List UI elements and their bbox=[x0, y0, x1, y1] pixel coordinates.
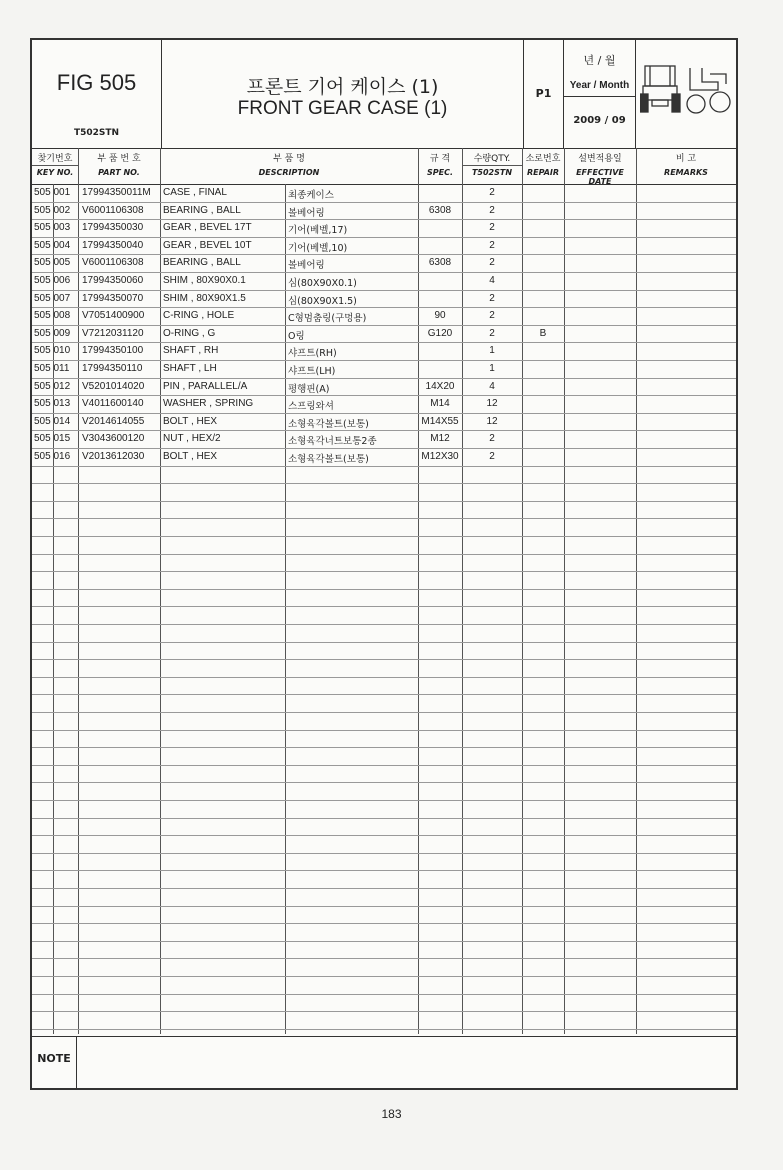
part-number: V6001106308 bbox=[82, 204, 144, 216]
table-row bbox=[32, 731, 736, 749]
part-number: V2014614055 bbox=[82, 415, 145, 427]
quantity: 4 bbox=[489, 380, 495, 392]
key-number: 505 001 bbox=[34, 187, 71, 198]
col-qty-ko: 수량QTY. bbox=[473, 154, 511, 164]
part-number: V7212031120 bbox=[82, 327, 144, 339]
year-month-value: 2009 / 09 bbox=[573, 115, 626, 126]
note-label-cell bbox=[32, 1037, 77, 1089]
quantity: 2 bbox=[489, 187, 495, 198]
quantity: 2 bbox=[489, 257, 495, 269]
figure-cell bbox=[32, 40, 162, 148]
table-row bbox=[32, 801, 736, 819]
description: C-RING , HOLE bbox=[163, 310, 235, 322]
table-row bbox=[32, 220, 736, 238]
part-number: 17994350110 bbox=[82, 363, 143, 374]
description: O-RING , G bbox=[163, 327, 216, 339]
description-korean: 샤프트(RH) bbox=[288, 348, 337, 360]
parts-table bbox=[32, 148, 736, 1034]
description-korean: 볼베어링 bbox=[288, 260, 325, 272]
table-row bbox=[32, 361, 736, 379]
col-spec-ko: 규 격 bbox=[429, 154, 451, 164]
quantity: 2 bbox=[489, 222, 495, 234]
quantity: 2 bbox=[489, 310, 495, 322]
quantity: 12 bbox=[486, 415, 498, 427]
table-row bbox=[32, 590, 736, 608]
table-row bbox=[32, 713, 736, 731]
part-number: 17994350030 bbox=[82, 222, 144, 234]
description: SHIM , 80X90X1.5 bbox=[163, 292, 246, 304]
description-korean: 심(80X90X0.1) bbox=[288, 278, 357, 289]
table-row bbox=[32, 678, 736, 696]
table-row bbox=[32, 379, 736, 397]
key-number: 505 014 bbox=[34, 415, 71, 427]
table-row bbox=[32, 572, 736, 590]
col-desc-ko: 부 품 명 bbox=[273, 154, 305, 164]
table-row bbox=[32, 625, 736, 643]
key-number: 505 004 bbox=[34, 239, 71, 251]
key-number: 505 003 bbox=[34, 222, 71, 234]
col-qty-en: T502STN bbox=[471, 168, 513, 177]
col-remarks-ko: 비 고 bbox=[675, 154, 697, 164]
table-row bbox=[32, 502, 736, 520]
description-korean: O링 bbox=[288, 330, 305, 342]
page-cell bbox=[524, 40, 564, 148]
description-korean: 소형육각볼트(보통) bbox=[288, 418, 369, 430]
key-number: 505 008 bbox=[34, 310, 71, 322]
key-number: 505 016 bbox=[34, 451, 71, 462]
quantity: 12 bbox=[486, 398, 498, 410]
description: BEARING , BALL bbox=[163, 204, 241, 216]
table-row bbox=[32, 748, 736, 766]
spec: G120 bbox=[427, 327, 453, 339]
col-key-en: KEY NO. bbox=[36, 168, 74, 177]
quantity: 2 bbox=[489, 204, 495, 216]
spec: M14X55 bbox=[421, 415, 459, 427]
description-korean: 샤프트(LH) bbox=[288, 366, 336, 377]
key-number: 505 006 bbox=[34, 275, 71, 286]
repair-code: B bbox=[539, 327, 547, 339]
table-row bbox=[32, 484, 736, 502]
part-number: V7051400900 bbox=[82, 310, 145, 322]
description-korean: 최종케이스 bbox=[288, 190, 334, 201]
year-month-korean: 년 / 월 bbox=[583, 54, 616, 67]
part-number: 17994350040 bbox=[82, 239, 144, 251]
description: SHAFT , LH bbox=[163, 363, 217, 374]
key-number: 505 011 bbox=[34, 363, 70, 374]
col-spec-en: SPEC. bbox=[427, 168, 453, 177]
table-row bbox=[32, 326, 736, 344]
quantity: 2 bbox=[489, 239, 495, 251]
table-row bbox=[32, 291, 736, 309]
description-korean: 기어(베벨,10) bbox=[288, 242, 348, 254]
table-row bbox=[32, 273, 736, 291]
quantity: 4 bbox=[489, 275, 495, 286]
description: GEAR , BEVEL 17T bbox=[163, 222, 252, 234]
description-korean: 소형육각너트보통2종 bbox=[288, 436, 377, 448]
table-row bbox=[32, 871, 736, 889]
spec: 90 bbox=[434, 310, 446, 322]
part-number: 17994350011M bbox=[82, 187, 151, 198]
title-english: FRONT GEAR CASE (1) bbox=[237, 98, 448, 119]
table-row bbox=[32, 783, 736, 801]
model-name: T502STN bbox=[73, 128, 120, 138]
spec: 6308 bbox=[428, 257, 452, 269]
col-effective-en: EFFECTIVE DATE bbox=[576, 168, 624, 186]
table-row bbox=[32, 695, 736, 713]
table-row bbox=[32, 643, 736, 661]
description-korean: 소형육각볼트(보통) bbox=[288, 454, 369, 465]
part-number: V5201014020 bbox=[82, 380, 145, 392]
table-row bbox=[32, 396, 736, 414]
quantity: 2 bbox=[489, 451, 495, 462]
page-number: 183 bbox=[381, 1107, 402, 1121]
key-number: 505 002 bbox=[34, 204, 71, 216]
spec: 14X20 bbox=[425, 380, 455, 392]
col-repair-en: REPAIR bbox=[526, 168, 560, 177]
table-row bbox=[32, 819, 736, 837]
description: GEAR , BEVEL 10T bbox=[163, 239, 252, 251]
header bbox=[32, 40, 736, 149]
table-row bbox=[32, 414, 736, 432]
tractor-cell bbox=[636, 40, 736, 148]
description: BOLT , HEX bbox=[163, 415, 218, 427]
spec: M12 bbox=[430, 433, 450, 445]
table-row bbox=[32, 854, 736, 872]
col-part-ko: 부 품 번 호 bbox=[97, 154, 141, 164]
description: WASHER , SPRING bbox=[163, 398, 254, 410]
part-number: V2013612030 bbox=[82, 451, 145, 462]
col-key-ko: 찾기번호 bbox=[37, 154, 73, 164]
table-row bbox=[32, 907, 736, 925]
part-number: 17994350100 bbox=[82, 345, 144, 357]
table-row bbox=[32, 836, 736, 854]
table-row bbox=[32, 977, 736, 995]
description: PIN , PARALLEL/A bbox=[163, 380, 248, 392]
description-korean: 스프링와셔 bbox=[288, 401, 334, 413]
table-header bbox=[32, 148, 736, 185]
table-row bbox=[32, 959, 736, 977]
col-desc-en: DESCRIPTION bbox=[258, 168, 320, 177]
table-row bbox=[32, 343, 736, 361]
note-section bbox=[32, 1036, 736, 1089]
table-row bbox=[32, 185, 736, 203]
table-row bbox=[32, 449, 736, 467]
description: CASE , FINAL bbox=[163, 187, 227, 198]
divider bbox=[462, 165, 522, 166]
table-row bbox=[32, 995, 736, 1013]
part-number: V4011600140 bbox=[82, 398, 144, 410]
key-number: 505 012 bbox=[34, 380, 71, 392]
quantity: 2 bbox=[489, 292, 495, 304]
part-number: V3043600120 bbox=[82, 433, 145, 445]
description: NUT , HEX/2 bbox=[163, 433, 221, 445]
table-row bbox=[32, 660, 736, 678]
col-effective-ko: 설변적용일 bbox=[578, 154, 622, 164]
table-row bbox=[32, 942, 736, 960]
quantity: 2 bbox=[489, 327, 495, 339]
key-number: 505 010 bbox=[34, 345, 71, 357]
parts-sheet bbox=[30, 38, 738, 1090]
quantity: 1 bbox=[489, 345, 495, 357]
table-row bbox=[32, 607, 736, 625]
key-number: 505 005 bbox=[34, 257, 71, 269]
table-row bbox=[32, 255, 736, 273]
title-cell bbox=[162, 40, 524, 148]
key-number: 505 013 bbox=[34, 398, 71, 410]
description-korean: 볼베어링 bbox=[288, 207, 325, 219]
spec: 6308 bbox=[428, 204, 452, 216]
part-number: V6001106308 bbox=[82, 257, 144, 269]
key-number: 505 015 bbox=[34, 433, 71, 445]
tractor-icon bbox=[640, 60, 732, 122]
divider bbox=[32, 165, 78, 166]
note-label: NOTE bbox=[37, 1052, 71, 1065]
key-number: 505 007 bbox=[34, 292, 71, 304]
table-row bbox=[32, 431, 736, 449]
description: SHAFT , RH bbox=[163, 345, 219, 357]
part-number: 17994350060 bbox=[82, 275, 144, 286]
description-korean: 심(80X90X1.5) bbox=[288, 295, 357, 307]
table-row bbox=[32, 308, 736, 326]
description: BOLT , HEX bbox=[163, 451, 218, 462]
spec: M12X30 bbox=[421, 451, 459, 462]
col-part-en: PART NO. bbox=[98, 168, 140, 177]
figure-number: FIG 505 bbox=[56, 70, 137, 95]
title-korean: 프론트 기어 케이스 (1) bbox=[246, 76, 439, 98]
table-row bbox=[32, 519, 736, 537]
table-row bbox=[32, 555, 736, 573]
divider bbox=[564, 96, 635, 97]
description-korean: 평행핀(A) bbox=[288, 383, 330, 395]
table-row bbox=[32, 924, 736, 942]
table-row bbox=[32, 467, 736, 485]
table-row bbox=[32, 1012, 736, 1030]
quantity: 2 bbox=[489, 433, 495, 445]
table-row bbox=[32, 537, 736, 555]
sheet-page: P1 bbox=[535, 87, 552, 100]
part-number: 17994350070 bbox=[82, 292, 144, 304]
description-korean: 기어(베벨,17) bbox=[288, 225, 348, 237]
year-month-label: Year / Month bbox=[569, 80, 630, 91]
spec: M14 bbox=[430, 398, 450, 410]
description: BEARING , BALL bbox=[163, 257, 241, 269]
table-row bbox=[32, 238, 736, 256]
description-korean: C형멈춤링(구멍용) bbox=[288, 313, 367, 325]
col-remarks-en: REMARKS bbox=[664, 168, 708, 177]
year-month-cell bbox=[564, 40, 636, 148]
description: SHIM , 80X90X0.1 bbox=[163, 275, 246, 286]
key-number: 505 009 bbox=[34, 327, 71, 339]
table-row bbox=[32, 203, 736, 221]
table-row bbox=[32, 766, 736, 784]
quantity: 1 bbox=[489, 363, 495, 374]
table-row bbox=[32, 889, 736, 907]
col-repair-ko: 소로번호 bbox=[525, 154, 561, 164]
